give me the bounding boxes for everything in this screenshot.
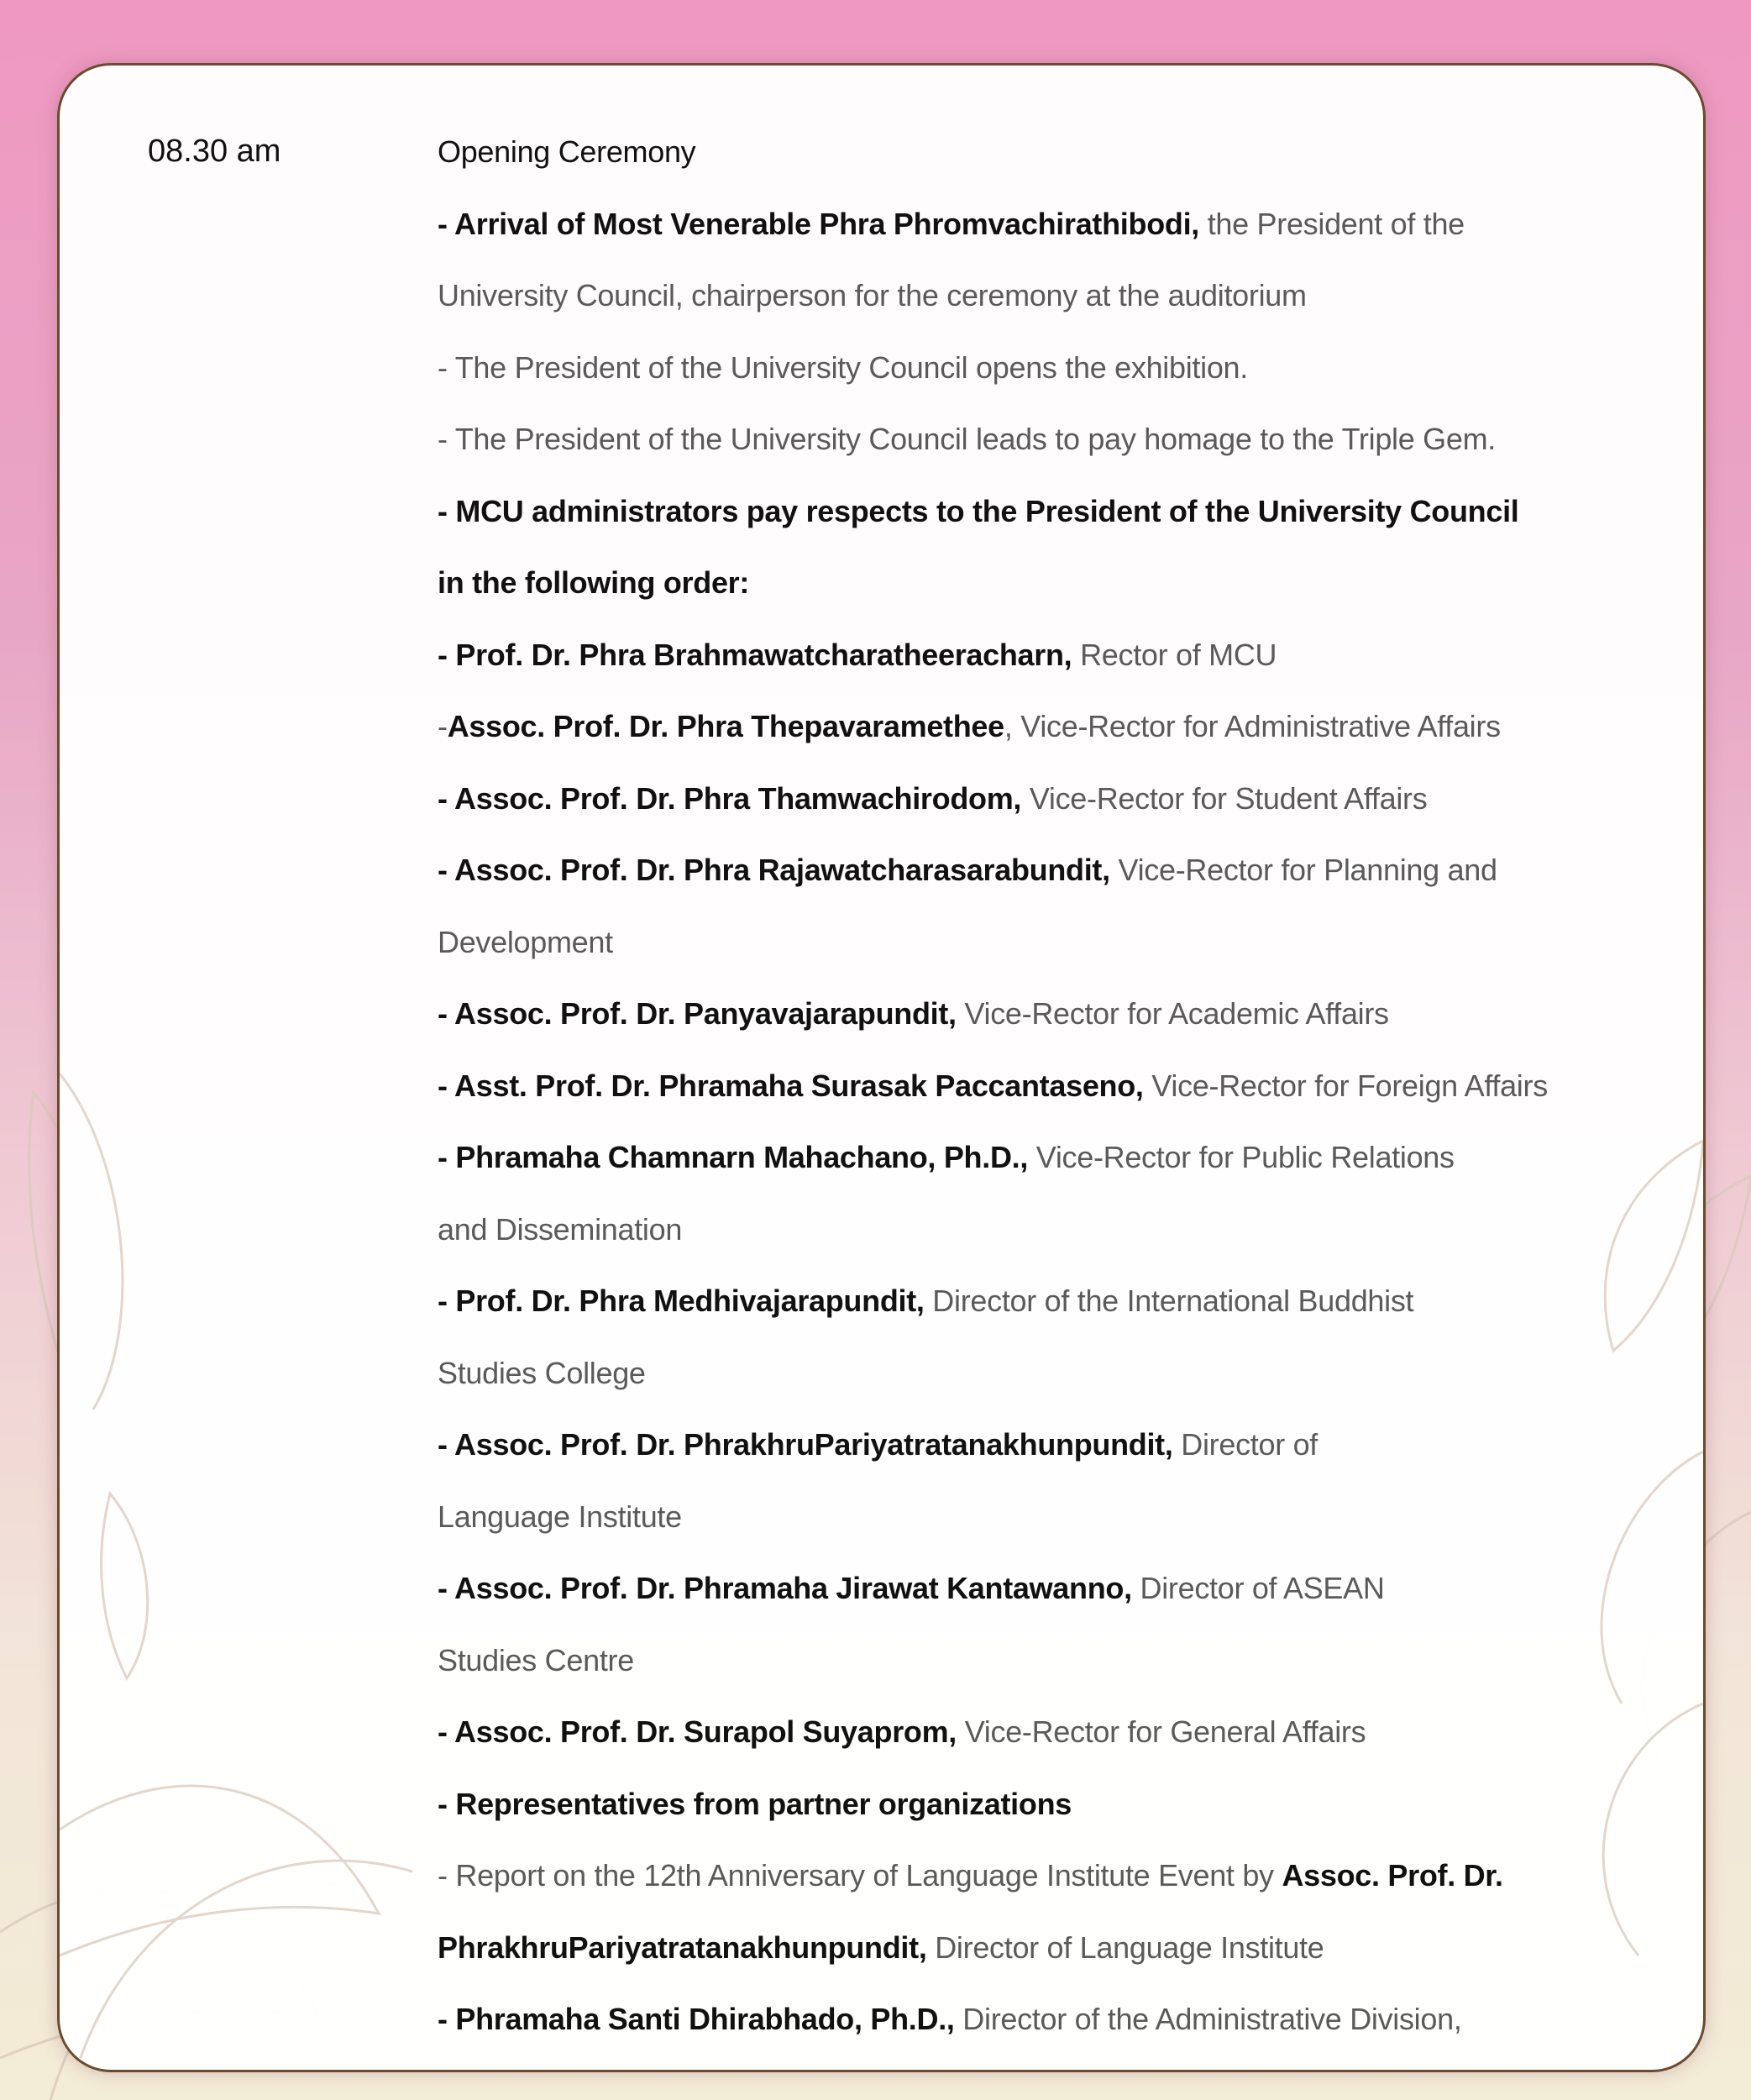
agenda-line xyxy=(438,1552,1548,1625)
text: Studies Centre xyxy=(438,1642,634,1677)
text: Director of the Administrative Division, xyxy=(954,2002,1462,2036)
agenda-line xyxy=(438,1194,1548,1266)
text: Vice-Rector for Student Affairs xyxy=(1021,780,1428,816)
bold-text: - Assoc. Prof. Dr. Phramaha Jirawat Kantawanno, xyxy=(438,1571,1132,1605)
text: Vice-Rector for Academic Affairs xyxy=(956,996,1389,1031)
text: Director of xyxy=(1172,1427,1318,1462)
text: University Council, chairperson for the ceremony at the auditorium xyxy=(438,278,1307,312)
agenda-line xyxy=(438,1840,1548,1912)
bold-text: PhrakhruPariyatratanakhunpundit, xyxy=(438,1929,927,1965)
agenda-line xyxy=(438,260,1548,332)
text: - xyxy=(438,709,448,743)
bold-text: - Phramaha Chamnarn Mahachano, Ph.D., xyxy=(438,1140,1029,1174)
agenda-line xyxy=(438,619,1548,691)
agenda-line xyxy=(438,1912,1548,1984)
bold-text: - Assoc. Prof. Dr. Surapol Suyaprom, xyxy=(438,1714,957,1749)
agenda-line xyxy=(438,978,1548,1050)
text: Studies College xyxy=(438,1355,646,1390)
text: - The President of the University Council leads to pay homage to the Triple Gem. xyxy=(438,422,1496,456)
text: Development xyxy=(438,924,613,959)
text: Director of Language Institute xyxy=(926,1929,1324,1965)
bold-text: - Asst. Prof. Dr. Phramaha Surasak Paccantaseno, xyxy=(438,1068,1144,1103)
agenda-line xyxy=(438,1337,1548,1410)
bold-text: - Phramaha Santi Dhirabhado, Ph.D., xyxy=(438,2002,955,2036)
session-title xyxy=(438,116,1548,188)
agenda-line xyxy=(438,1983,1548,2055)
bold-text: - Prof. Dr. Phra Medhivajarapundit, xyxy=(438,1284,925,1318)
bold-text: - Assoc. Prof. Dr. Phra Thamwachirodom, xyxy=(438,780,1022,816)
schedule-card xyxy=(57,63,1706,2072)
agenda-line xyxy=(438,547,1548,619)
agenda-line xyxy=(438,403,1548,475)
text: Vice-Rector for Foreign Affairs xyxy=(1143,1068,1548,1103)
agenda-line xyxy=(438,906,1548,979)
text: - Report on the 12th Anniversary of Language Institute Event by xyxy=(438,1858,1282,1893)
text: Opening Ceremony xyxy=(438,134,696,169)
bold-text: - Representatives from partner organizations xyxy=(438,1786,1072,1821)
text: the President of the xyxy=(1199,206,1465,241)
agenda-line xyxy=(438,332,1548,404)
agenda-line xyxy=(438,1625,1548,1697)
agenda-line xyxy=(438,1050,1548,1122)
agenda-line xyxy=(438,1121,1548,1194)
bold-text: in the following order: xyxy=(438,565,750,600)
bold-text: - Prof. Dr. Phra Brahmawatcharatheeracharn, xyxy=(438,637,1072,672)
text: Director of ASEAN xyxy=(1131,1571,1385,1605)
bold-text: Assoc. Prof. Dr. xyxy=(1282,1858,1503,1893)
bold-text: - MCU administrators pay respects to the President of the University Council xyxy=(438,493,1519,528)
agenda-line xyxy=(438,1768,1548,1840)
agenda-line xyxy=(438,834,1548,906)
text: Vice-Rector for Public Relations xyxy=(1028,1140,1455,1174)
bold-text: Assoc. Prof. Dr. Phra Thepavaramethee xyxy=(447,709,1004,743)
bold-text: - Arrival of Most Venerable Phra Phromvachirathibodi, xyxy=(438,206,1199,241)
bold-text: - Assoc. Prof. Dr. Panyavajarapundit, xyxy=(438,996,957,1031)
agenda-line xyxy=(438,690,1548,763)
agenda-line xyxy=(438,1696,1548,1768)
agenda-line xyxy=(438,1481,1548,1553)
agenda-line xyxy=(438,1265,1548,1337)
agenda-line xyxy=(438,188,1548,260)
agenda-line xyxy=(438,763,1548,835)
text: Vice-Rector for General Affairs xyxy=(957,1714,1366,1749)
session-time: 08.30 am xyxy=(148,134,281,169)
text: - The President of the University Council opens the exhibition. xyxy=(438,349,1248,385)
agenda-line xyxy=(438,475,1548,548)
bold-text: - Assoc. Prof. Dr. PhrakhruPariyatratanakhunpundit, xyxy=(438,1427,1173,1462)
agenda-lines xyxy=(438,116,1548,2055)
text: and Dissemination xyxy=(438,1211,683,1247)
text: Director of the International Buddhist xyxy=(924,1284,1414,1318)
text: Language Institute xyxy=(438,1499,682,1534)
bold-text: - Assoc. Prof. Dr. Phra Rajawatcharasarabundit, xyxy=(438,853,1110,887)
agenda-line xyxy=(438,1409,1548,1481)
text: , Vice-Rector for Administrative Affairs xyxy=(1004,709,1501,743)
text: Vice-Rector for Planning and xyxy=(1109,853,1497,887)
text: Rector of MCU xyxy=(1072,637,1277,672)
